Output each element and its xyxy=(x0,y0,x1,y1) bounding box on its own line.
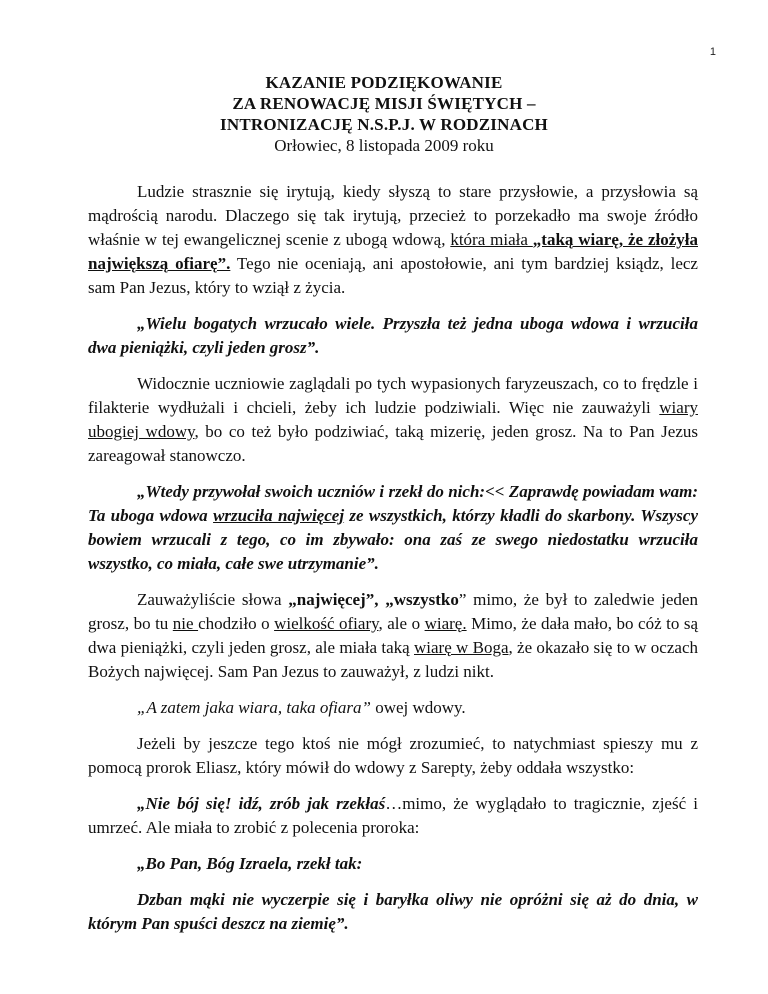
p6-quote: „Nie bój się! idź, zrób jak rzekłaś xyxy=(137,794,386,813)
page-number: 1 xyxy=(709,46,716,58)
p2-text-b: , bo co też było podziwiać, taką mizerię, jeden grosz. Na to Pan Jezus zareagował stanowczo. xyxy=(88,422,698,465)
document-header xyxy=(0,72,768,156)
sermon-body xyxy=(88,180,698,936)
title-line-3: INTRONIZACJĘ N.S.P.J. W RODZINACH xyxy=(220,115,548,134)
p3-text-c: chodziło o xyxy=(198,614,275,633)
p3-text-e: Mimo, że dała mało, bo cóż to są dwa pieniążki, czyli jeden grosz, ale miała taką xyxy=(88,614,698,657)
quote-1: „Wielu bogatych wrzucało wiele. Przyszła też jedna uboga wdowa i wrzuciła dwa pieniążki, czyli jeden grosz”. xyxy=(88,314,698,357)
q2-text-a: „Wtedy przywołał swoich uczniów i rzekł do nich:<< Zaprawdę powiadam wam: Ta uboga wdowa xyxy=(88,482,698,525)
p3-text-d: , ale o xyxy=(378,614,425,633)
paragraph-2 xyxy=(88,372,698,468)
p3-underlined-a: nie xyxy=(172,614,199,633)
quote-3: „Bo Pan, Bóg Izraela, rzekł tak: xyxy=(137,854,363,873)
p3-text-b: ” mimo, że był to zaledwie jeden grosz, bo tu xyxy=(88,590,698,633)
place-date-subtitle: Orłowiec, 8 listopada 2009 roku xyxy=(274,136,494,155)
title-line-1: KAZANIE PODZIĘKOWANIE xyxy=(265,73,503,92)
p4-text: owej wdowy. xyxy=(370,698,466,717)
p3-underlined-d: wiarę w Boga xyxy=(414,638,509,657)
q2-underlined: wrzuciła najwięcej xyxy=(213,506,345,525)
paragraph-4 xyxy=(88,696,698,720)
p3-text-f: , że okazało się to w oczach Bożych najwięcej. Sam Pan Jezus to zauważył, z ludzi nikt. xyxy=(88,638,698,681)
quote-4: Dzban mąki nie wyczerpie się i baryłka oliwy nie opróżni się aż do dnia, w którym Pan spuści deszcz na ziemię”. xyxy=(88,890,698,933)
p2-underlined: wiary ubogiej wdowy xyxy=(88,398,698,441)
p3-bold: „najwięcej”, „wszystko xyxy=(288,590,459,609)
quote-2 xyxy=(88,480,698,576)
p1-underlined-a: która miała xyxy=(450,230,533,249)
p1-text-a: Ludzie strasznie się irytują, kiedy słyszą to stare przysłowie, a przysłowia są mądrością narodu. Dlaczego się tak irytują, przecież to porzekadło ma swoje źródło właśnie w tej ewangelicznej scenie z ubogą wdową, xyxy=(88,182,698,249)
paragraph-1 xyxy=(88,180,698,300)
p4-italic: „A zatem jaka wiara, taka ofiara” xyxy=(137,698,371,717)
p6-text: …mimo, że wyglądało to tragicznie, zjeść i umrzeć. Ale miała to zrobić z polecenia proroka: xyxy=(88,794,698,837)
p3-underlined-c: wiarę. xyxy=(424,614,467,633)
paragraph-5: Jeżeli by jeszcze tego ktoś nie mógł zrozumieć, to natychmiast spieszy mu z pomocą prorok Eliasz, który mówił do wdowy z Sarepty, żeby oddała wszystko: xyxy=(88,734,698,777)
q2-text-b: ze wszystkich, którzy kładli do skarbony. Wszyscy bowiem wrzucali z tego, co im zbywało: ona zaś ze swego niedostatku wrzuciła wszystko, co miała, całe swe utrzymanie”. xyxy=(88,506,698,573)
p3-underlined-b: wielkość ofiary xyxy=(274,614,379,633)
p3-text-a: Zauważyliście słowa xyxy=(137,590,289,609)
title-line-2: ZA RENOWACJĘ MISJI ŚWIĘTYCH – xyxy=(232,94,536,113)
p1-underlined-bold: „taką wiarę, że złożyła największą ofiarę”. xyxy=(88,230,698,273)
paragraph-6 xyxy=(88,792,698,840)
paragraph-3 xyxy=(88,588,698,684)
p2-text-a: Widocznie uczniowie zaglądali po tych wypasionych faryzeuszach, co to frędzle i filakterie wydłużali i chcieli, żeby ich ludzie podziwiali. Więc nie zauważyli xyxy=(88,374,698,417)
p1-text-b: Tego nie oceniają, ani apostołowie, ani tym bardziej ksiądz, lecz sam Pan Jezus, który to wziął z życia. xyxy=(88,254,698,297)
